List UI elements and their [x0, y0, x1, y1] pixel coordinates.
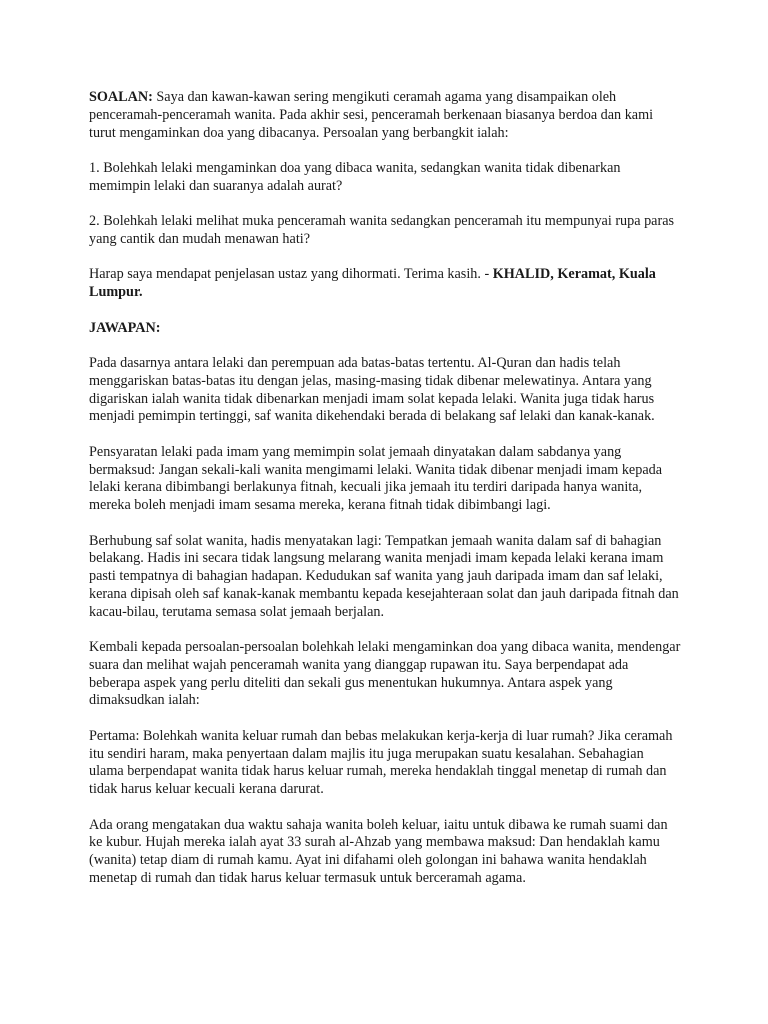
answer-paragraph: Berhubung saf solat wanita, hadis menyatakan lagi: Tempatkan jemaah wanita dalam saf di bahagian belakang. Hadis ini secara tidak langsung melarang wanita menjadi imam kepada lelaki kerana imam pasti tempatnya di bahagian hadapan. Kedudukan saf wanita yang jauh daripada imam dan saf lelaki, kerana dipisah oleh saf kanak-kanak membantu kepada kesejahteraan solat dan jauh daripada fitnah dan kacau-bilau, terutama semasa solat jemaah berjalan. [89, 532, 679, 620]
question-intro-paragraph [89, 89, 681, 142]
question-label: SOALAN: [89, 89, 153, 105]
question-closing-text: Harap saya mendapat penjelasan ustaz yang dihormati. Terima kasih. - [89, 266, 493, 283]
document-body [89, 89, 681, 905]
question-intro-text: Saya dan kawan-kawan sering mengikuti ceramah agama yang disampaikan oleh penceramah-penceramah wanita. Pada akhir sesi, penceramah berkenaan biasanya berdoa dan kami turut mengaminkan doa yang dibacanya. Persoalan yang berbangkit ialah: [89, 89, 654, 141]
answer-paragraph: Ada orang mengatakan dua waktu sahaja wanita boleh keluar, iaitu untuk dibawa ke rumah suami dan ke kubur. Hujah mereka ialah ayat 33 surah al-Ahzab yang membawa maksud: Dan hendaklah kamu (wanita) tetap diam di rumah kamu. Ayat ini difahami oleh golongan ini bahawa wanita hendaklah menetap di rumah dan tidak harus keluar termasuk untuk berceramah agama. [89, 816, 668, 887]
answer-paragraph: Pada dasarnya antara lelaki dan perempuan ada batas-batas tertentu. Al-Quran dan hadis telah menggariskan batas-batas itu dengan jelas, masing-masing tidak dibenar melewatinya. Antara yang digariskan ialah wanita tidak dibenarkan menjadi imam solat kepada lelaki. Wanita juga tidak harus menjadi pemimpin tertinggi, saf wanita dikehendaki berada di belakang saf lelaki dan kanak-kanak. [89, 354, 655, 425]
question-closing-paragraph [89, 266, 681, 302]
answer-paragraph: Pertama: Bolehkah wanita keluar rumah dan bebas melakukan kerja-kerja di luar rumah? Jika ceramah itu sendiri haram, maka penyertaan dalam majlis itu juga merupakan suatu kesalahan. Sebahagian ulama berpendapat wanita tidak harus keluar rumah, mereka hendaklah tinggal menetap di rumah dan tidak harus keluar kecuali kerana darurat. [89, 727, 673, 798]
question-item-1: 1. Bolehkah lelaki mengaminkan doa yang dibaca wanita, sedangkan wanita tidak dibenarkan memimpin lelaki dan suaranya adalah aurat? [89, 159, 621, 194]
question-item-2: 2. Bolehkah lelaki melihat muka penceramah wanita sedangkan penceramah itu mempunyai rupa paras yang cantik dan mudah menawan hati? [89, 213, 675, 247]
answer-paragraph: Pensyaratan lelaki pada imam yang memimpin solat jemaah dinyatakan dalam sabdanya yang bermaksud: Jangan sekali-kali wanita mengimami lelaki. Wanita tidak dibenar menjadi imam kepada lelaki kerana dibimbangi berlakunya fitnah, kecuali jika jemaah itu terdiri daripada hanya wanita, mereka boleh menjadi imam sesama mereka, kerana fitnah tidak dibimbangi lagi. [89, 443, 663, 514]
answer-paragraph: Kembali kepada persoalan-persoalan bolehkah lelaki mengaminkan doa yang dibaca wanita, mendengar suara dan melihat wajah penceramah wanita yang dianggap rupawan itu. Saya berpendapat ada beberapa aspek yang perlu diteliti dan sekali gus menentukan hukumnya. Antara aspek yang dimaksudkan ialah: [89, 639, 681, 709]
answer-label: JAWAPAN: [89, 319, 161, 336]
question-signature: KHALID, Keramat, Kuala Lumpur. [89, 266, 656, 301]
